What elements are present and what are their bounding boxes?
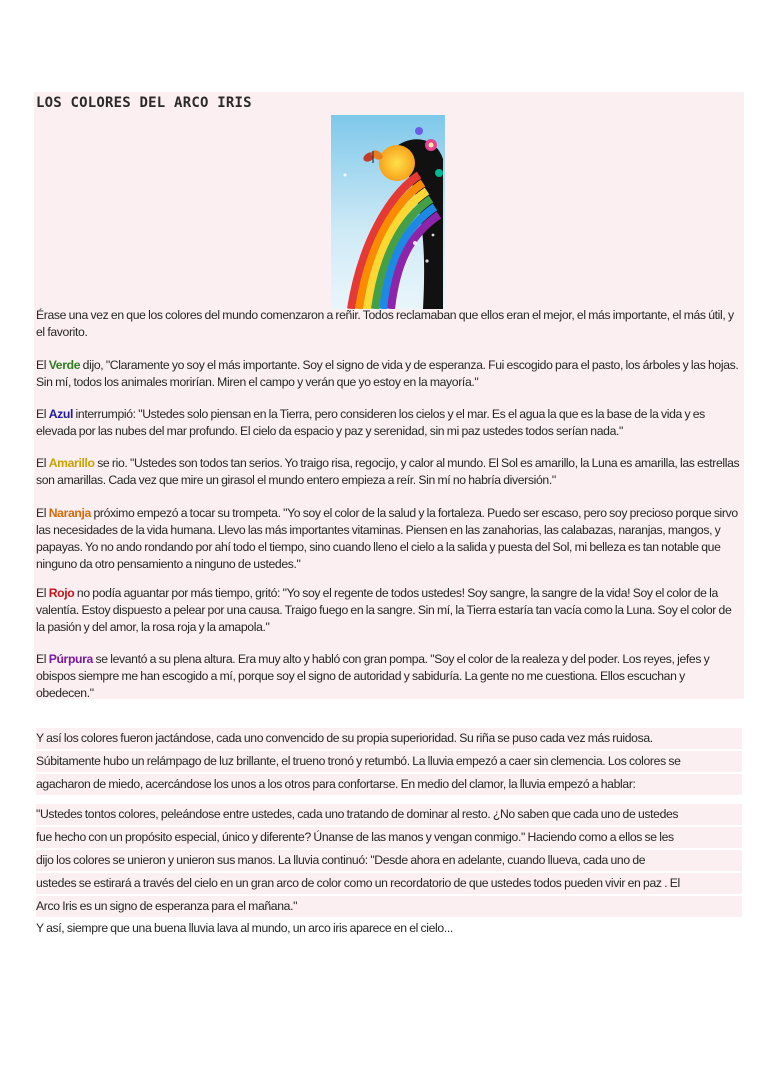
story-paragraph-rojo: El Rojo no podía aguantar por más tiempo, gritó: "Yo soy el regente de todos ustedes! Soy sangre, la sangre de la vida! Soy el color de la valentía. Estoy dispuesto a pelear por una causa. Traigo fuego en la sangre. Sin mí, la Tierra estaría tan vacía como la Luna. Soy el color de la pasión y del amor, la rosa roja y la amapola." [36, 586, 732, 634]
text-line: Y así los colores fueron jactándose, cada uno convencido de su propia superioridad. Su riña se puso cada vez más ruidosa. [36, 728, 742, 751]
story-paragraph-purpura: El Púrpura se levantó a su plena altura. Era muy alto y habló con gran pompa. "Soy el color de la realeza y del poder. Los reyes, jefes y obispos siempre me han escogido a mí, porque soy el signo de autoridad y sabiduría. La gente no me cuestiona. Ellos escuchan y obedecen." [36, 652, 710, 700]
sun-shape [379, 145, 415, 181]
quarrel-paragraph [36, 728, 742, 797]
text-line: Súbitamente hubo un relámpago de luz brillante, el trueno tronó y retumbó. La lluvia empezó a caer sin clemencia. Los colores se [36, 751, 742, 774]
color-name-naranja: Naranja [48, 506, 91, 520]
color-name-azul: Azul [48, 407, 74, 421]
color-name-amarillo: Amarillo [48, 456, 95, 470]
intro-paragraph: Érase una vez en que los colores del mundo comenzaron a reñir. Todos reclamaban que ellos eran el mejor, el más importante, el más útil, y el favorito. [36, 308, 734, 339]
text-line: Y así, siempre que una buena lluvia lava al mundo, un arco iris aparece en el cielo... [36, 918, 742, 941]
text-line: Arco Iris es un signo de esperanza para el mañana." [36, 896, 742, 919]
rainbow-illustration [331, 115, 445, 309]
color-name-verde: Verde [48, 358, 81, 372]
story-paragraph-amarillo: El Amarillo se rio. "Ustedes son todos tan serios. Yo traigo risa, regocijo, y calor al mundo. El Sol es amarillo, la Luna es amarilla, las estrellas son amarillas. Cada vez que mire un girasol el mundo entero empieza a reír. Sin mí no habría diversión." [36, 456, 740, 487]
closing-paragraph [36, 918, 742, 941]
story-paragraph-verde: El Verde dijo, "Claramente yo soy el más importante. Soy el signo de vida y de esperanza. Fui escogido para el pasto, los árboles y las hojas. Sin mí, todos los animales morirían. Miren el campo y verán que yo estoy en la mayoría." [36, 358, 739, 389]
text-line: "Ustedes tontos colores, peleándose entre ustedes, cada uno tratando de dominar al resto. ¿No saben que cada uno de ustedes [36, 804, 742, 827]
text-line: dijo los colores se unieron y unieron sus manos. La lluvia continuó: "Desde ahora en adelante, cuando llueva, cada uno de [36, 850, 742, 873]
story-paragraph-naranja: El Naranja próximo empezó a tocar su trompeta. "Yo soy el color de la salud y la fortaleza. Puedo ser escaso, pero soy precioso porque sirvo las necesidades de la vida humana. Llevo las más importantes vitaminas. Piensen en las zanahorias, las calabazas, naranjas, mangos, y papayas. Yo no ando rondando por ahí todo el tiempo, sino cuando lleno el cielo a la salida y puesta del Sol, mi belleza es tan notable que ninguno da otro pensamiento a ninguno de ustedes." [36, 506, 738, 571]
text-line: ustedes se estirará a través del cielo en un gran arco de color como un recordatorio de que ustedes todos pueden vivir en paz . El [36, 873, 742, 896]
color-name-rojo: Rojo [48, 586, 75, 600]
page-title: LOS COLORES DEL ARCO IRIS [36, 95, 252, 111]
story-paragraph-azul: El Azul interrumpió: "Ustedes solo piensan en la Tierra, pero consideren los cielos y el mar. Es el agua la que es la base de la vida y es elevada por las nubes del mar profundo. El cielo da espacio y paz y serenidad, sin mi paz ustedes todos serían nada." [36, 407, 705, 438]
text-line: agacharon de miedo, acercándose los unos a los otros para confortarse. En medio del clamor, la lluvia empezó a hablar: [36, 774, 742, 797]
rain-speech-paragraph [36, 804, 742, 919]
text-line: fue hecho con un propósito especial, único y diferente? Únanse de las manos y vengan conmigo." Haciendo como a ellos se les [36, 827, 742, 850]
color-name-purpura: Púrpura [48, 652, 93, 666]
